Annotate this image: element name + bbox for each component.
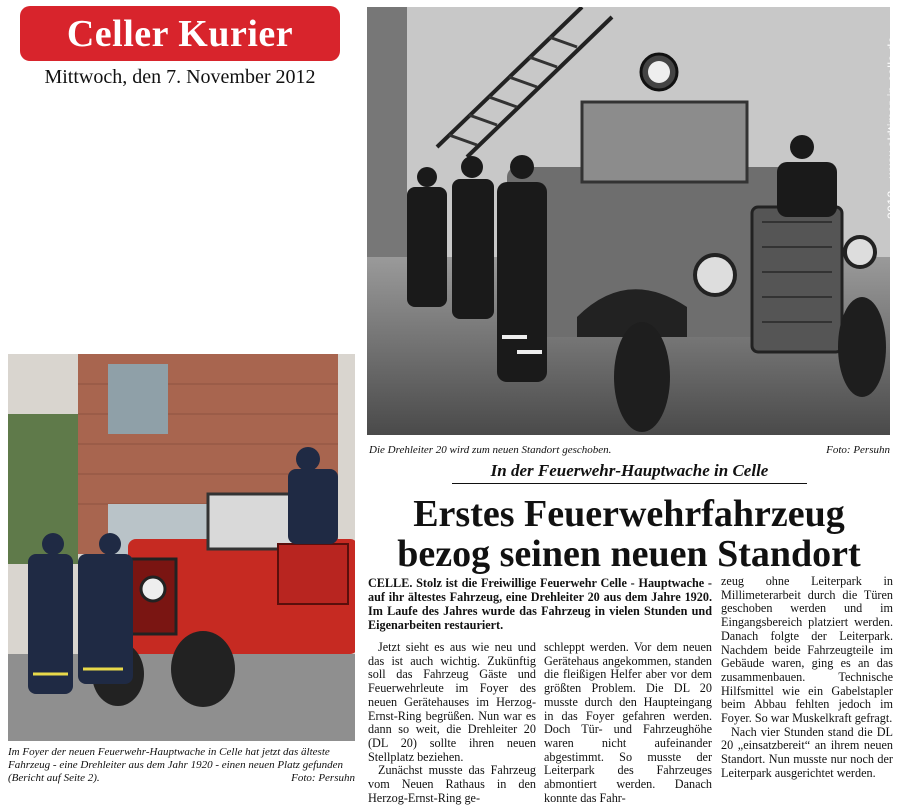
photo-credit: Foto: Persuhn [291,772,355,784]
dateline: Mittwoch, den 7. November 2012 [44,66,316,88]
paragraph: Jetzt sieht es aus wie neu und das ist auch wichtig. Zukünftig soll das Fahrzeug Gäste und Feuerwehrleute im Foyer des neuen Gerätehauses im Herzog-Ernst-Ring begrüßen. Nun war es dann so weit, die Drehleiter 20 (DL 20) sollte ihren neuen Stellplatz beziehen. [368,640,536,764]
photo-caption-small [8,746,355,785]
article-lead: CELLE. Stolz ist die Freiwillige Feuerwehr Celle - Hauptwache - auf ihr ältestes Fahrzeug, eine Drehleiter 20 aus dem Jahre 1920. Im Laufe des Jahres wurde das Fahrzeug in vielen Stunden und Eigenarbeiten restauriert. [368,576,712,632]
newspaper-title: Celler Kurier [66,12,294,55]
article-column-2 [544,641,712,805]
article-column-3 [721,575,893,781]
paragraph: Nach vier Stunden stand die DL 20 „einsatzbereit“ an ihrem neuen Standort. Nun musste nur noch der Leiterpark ausgerichtet werden. [721,724,893,780]
photo-credit: Foto: Persuhn [826,444,890,456]
fire-engine-color-illustration [8,354,355,741]
photo-caption-large [369,444,890,457]
article-kicker: In der Feuerwehr-Hauptwache in Celle [452,461,807,484]
headline-line-1: Erstes Feuerwehrfahrzeug [413,493,845,535]
caption-text: Im Foyer der neuen Feuerwehr-Hauptwache in Celle hat jetzt das älteste Fahrzeug - eine Drehleiter aus dem Jahr 1920 - einen neuen Platz gefunden (Bericht auf Seite 2). [8,746,344,784]
fire-engine-photo-small [8,354,355,741]
headline-line-2: bezog seinen neuen Standort [397,533,861,575]
paragraph: schleppt werden. Vor dem neuen Gerätehaus angekommen, standen die fleißigen Helfer aber vor dem größten Problem. Die DL 20 musste durch den Haupteingang in das Foyer gefahren werden. Doch Tür- und Fahrzeughöhe waren nicht aufeinander abgestimmt. So musste der Leiterpark des Fahrzeuges abmontiert werden. Danach konnte das Fahr- [544,640,712,805]
caption-text: Die Drehleiter 20 wird zum neuen Standort geschoben. [369,444,612,456]
article-column-1 [368,641,536,805]
masthead-logo [20,6,340,61]
paragraph: zeug ohne Leiterpark in Millimeterarbeit durch die Türen geschoben werden und im Eingangsbereich platziert werden. Danach folgte der Leiterpark. Nachdem beide Fahrzeugteile im Gebäude waren, ging es an das zusammenbauen. Technische Hilfsmittel wie ein Gabelstapler beim Abbau fehlten jedoch im Foyer. So war Muskelkraft gefragt. [721,574,893,726]
watermark: 2012 - www.oldtimer-in-celle.de [885,36,899,219]
paragraph: Zunächst musste das Fahrzeug vom Neuen Rathaus in den Herzog-Ernst-Ring ge- [368,763,536,805]
